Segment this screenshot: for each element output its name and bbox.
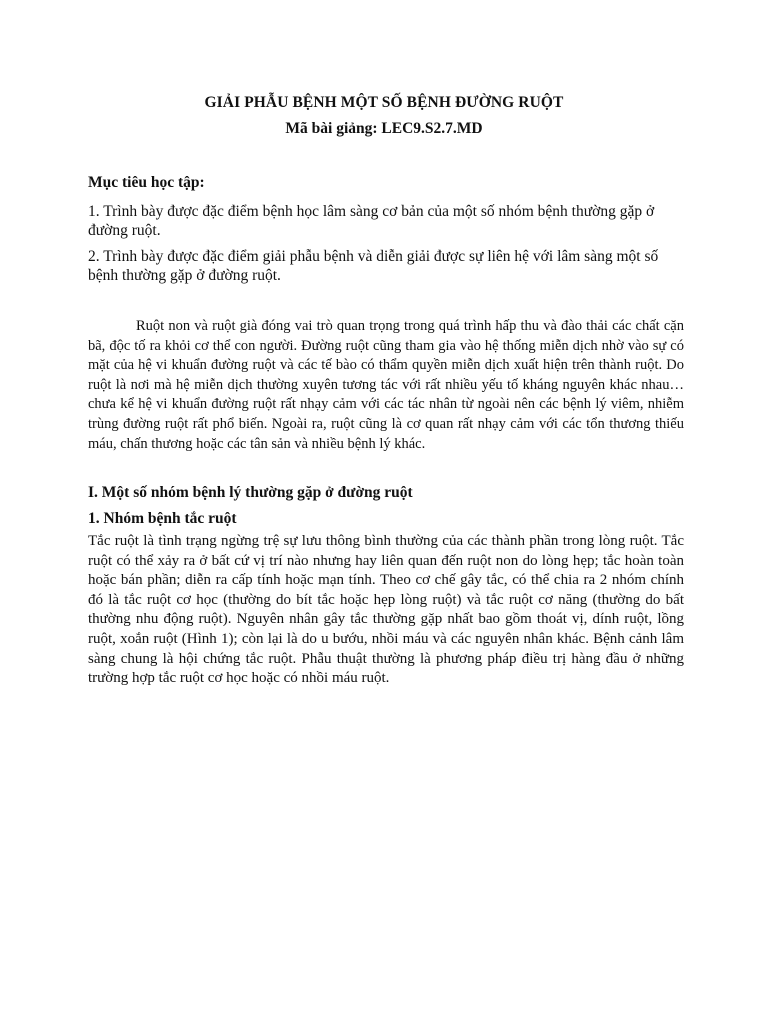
objective-item: 1. Trình bày được đặc điểm bệnh học lâm sàng cơ bản của một số nhóm bệnh thường gặp ở đường ruột. bbox=[88, 203, 655, 239]
objective-item: 2. Trình bày được đặc điểm giải phẫu bệnh và diễn giải được sự liên hệ với lâm sàng một số bệnh thường gặp ở đường ruột. bbox=[88, 248, 659, 284]
subsection-heading: 1. Nhóm bệnh tắc ruột bbox=[88, 510, 237, 527]
intro-paragraph: Ruột non và ruột già đóng vai trò quan trọng trong quá trình hấp thu và đào thải các chất cặn bã, độc tố ra khỏi cơ thể con người. Đường ruột cũng tham gia vào hệ thống miễn dịch nhờ vào sự có mặt của hệ vi khuẩn đường ruột và các tế bào có thẩm quyền miễn dịch xuất hiện trên thành ruột. Do ruột là nơi mà hệ miễn dịch thường xuyên tương tác với rất nhiều yếu tố kháng nguyên khác nhau…chưa kể hệ vi khuẩn đường ruột rất nhạy cảm với các tác nhân từ ngoài nên các bệnh lý viêm, nhiễm trùng đường ruột rất phổ biến. Ngoài ra, ruột cũng là cơ quan rất nhạy cảm với các tổn thương thiếu máu, chấn thương hoặc các tân sản và nhiều bệnh lý khác. bbox=[88, 318, 684, 452]
document-title: GIẢI PHẪU BỆNH MỘT SỐ BỆNH ĐƯỜNG RUỘT bbox=[204, 94, 564, 111]
objectives-heading: Mục tiêu học tập: bbox=[88, 174, 205, 191]
section-heading: I. Một số nhóm bệnh lý thường gặp ở đường ruột bbox=[88, 484, 413, 501]
subsection-paragraph: Tắc ruột là tình trạng ngừng trệ sự lưu thông bình thường của các thành phần trong lòng ruột. Tắc ruột có thể xảy ra ở bất cứ vị trí nào nhưng hay liên quan đến ruột non do lòng hẹp; tắc hoàn toàn hoặc bán phần; diễn ra cấp tính hoặc mạn tính. Theo cơ chế gây tắc, có thể chia ra 2 nhóm chính đó là tắc ruột cơ học (thường do bít tắc hoặc hẹp lòng ruột) và tắc ruột cơ năng (thường do bất thường nhu động ruột). Nguyên nhân gây tắc thường gặp nhất bao gồm thoát vị, dính ruột, lồng ruột, xoắn ruột (Hình 1); còn lại là do u bướu, nhồi máu và các nguyên nhân khác. Bệnh cảnh lâm sàng chung là hội chứng tắc ruột. Phẫu thuật thường là phương pháp điều trị hàng đầu ở những trường hợp tắc ruột cơ học hoặc có nhồi máu ruột. bbox=[88, 533, 684, 687]
lecture-code: Mã bài giảng: LEC9.S2.7.MD bbox=[285, 120, 483, 137]
